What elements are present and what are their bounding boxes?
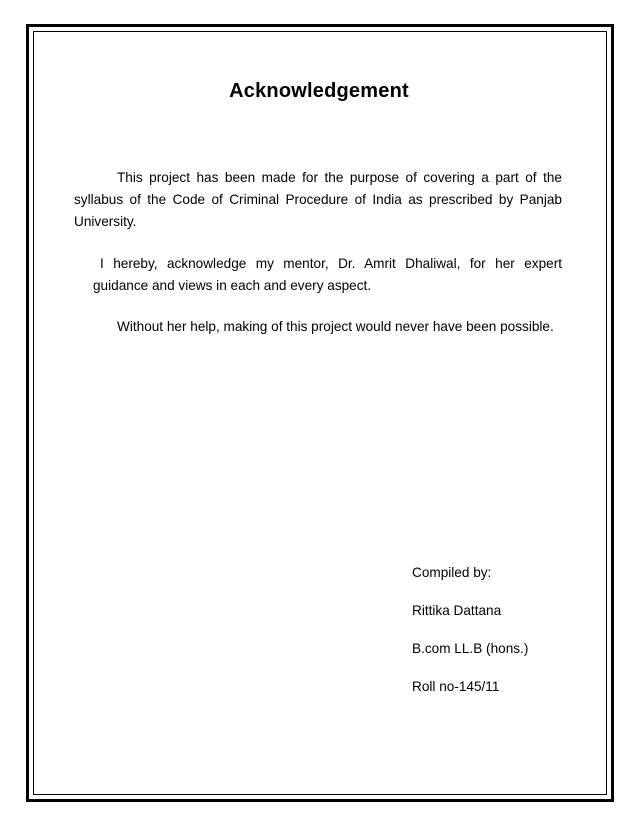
paragraph-purpose: This project has been made for the purpose of covering a part of the syllabus of the Code of Criminal Procedure of India as prescribed by Panjab University.	[74, 170, 562, 229]
compiled-by-label: Compiled by:	[412, 565, 492, 580]
page-title: Acknowledgement	[229, 80, 409, 102]
paragraph-mentor: I hereby, acknowledge my mentor, Dr. Amrit Dhaliwal, for her expert guidance and views in each and every aspect.	[93, 256, 562, 293]
paragraph-closing: Without her help, making of this project would never have been possible.	[117, 319, 554, 334]
signature-block	[412, 564, 528, 716]
author-course: B.com LL.B (hons.)	[412, 641, 529, 656]
author-name: Rittika Dattana	[412, 603, 502, 618]
author-roll-number: Roll no-145/11	[412, 679, 500, 694]
